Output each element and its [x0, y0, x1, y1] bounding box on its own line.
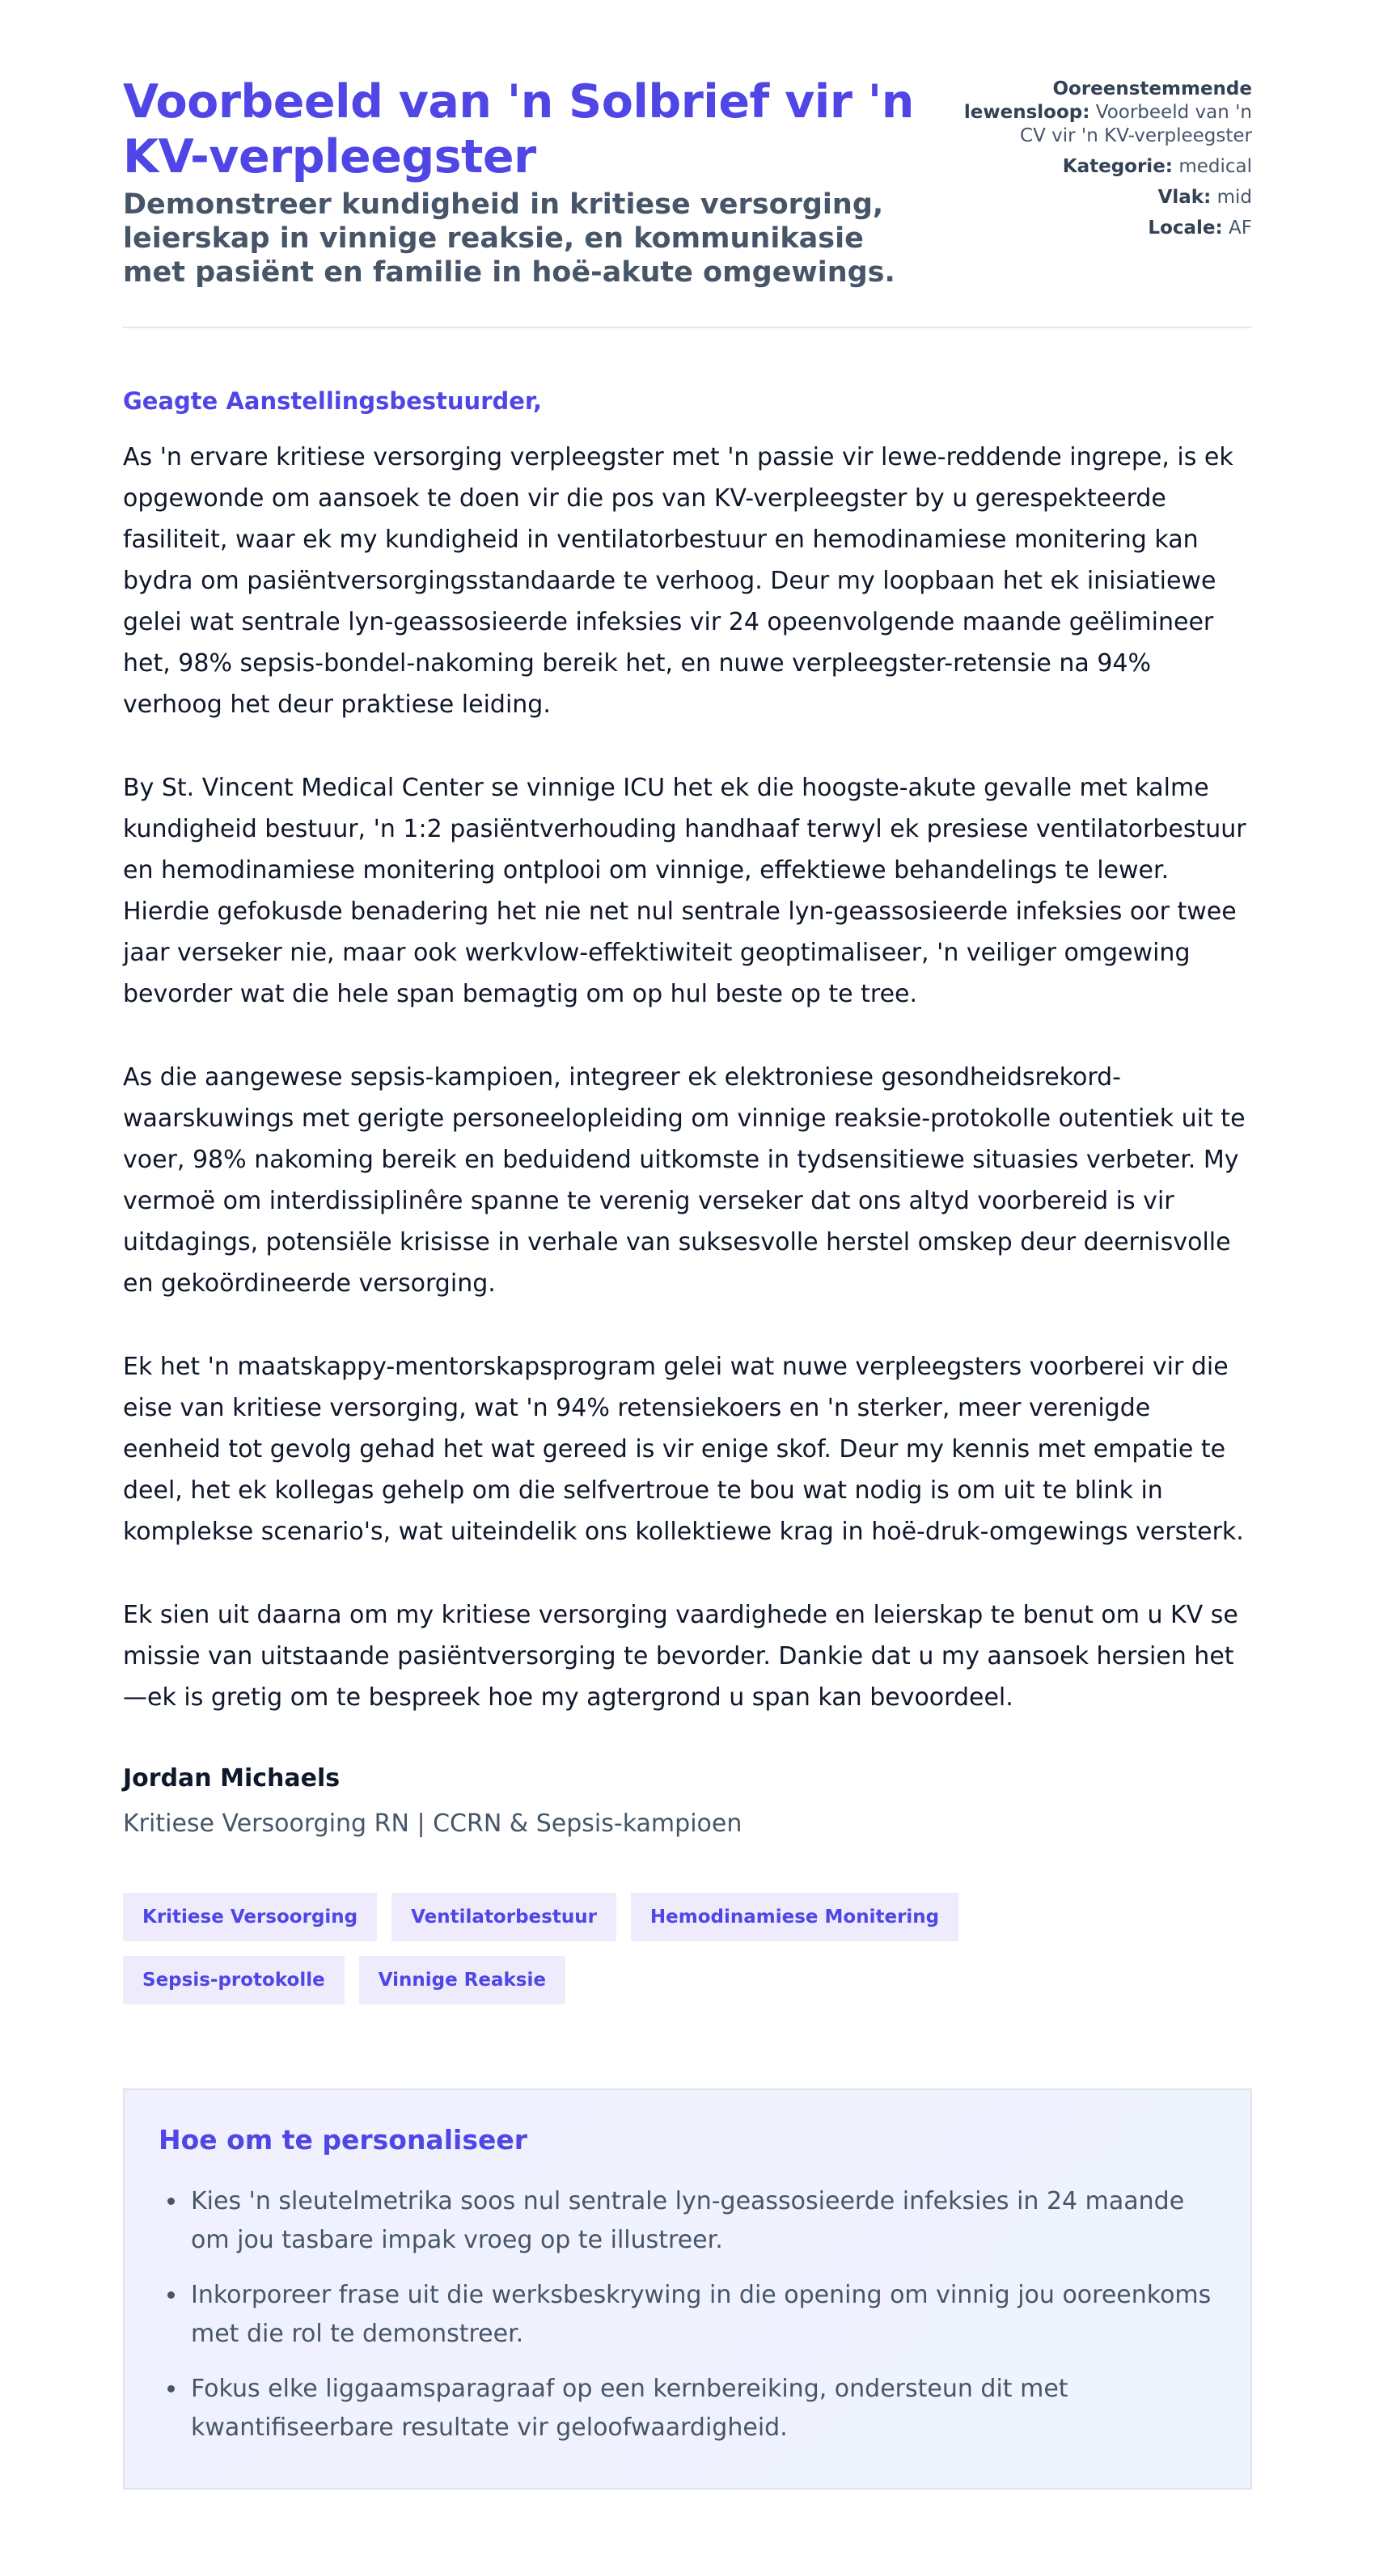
meta-locale-value: AF: [1229, 217, 1252, 239]
skill-tags: [123, 1893, 1174, 2004]
tips-title: Hoe om te personaliseer: [159, 2124, 528, 2156]
skill-tag: Sepsis-protokolle: [123, 1956, 345, 2004]
cover-letter: [123, 386, 1252, 1839]
page-title: Voorbeeld van 'n Solbrief vir 'n KV-verpleegster: [123, 75, 914, 184]
meta-panel: [945, 74, 1252, 247]
letter-paragraph: As die aangewese sepsis-kampioen, integreer ek elektroniese gesondheidsrekord-waarskuwings met gerigte personeelopleiding om vinnige reaksie-protokolle outentiek uit te voer, 98% nakoming bereik en beduidend uitkomste in tydsensitiewe situasies verbeter. My vermoë om interdissiplinêre spanne te verenig verseker dat ons altyd voorbereid is vir uitdagings, potensiële krisisse in verhale van suksesvolle herstel omskep deur deernisvolle en gekoördineerde versorging.: [123, 1063, 1246, 1298]
personalize-tips-box: [123, 2088, 1252, 2489]
skill-tag: Kritiese Versoorging: [123, 1893, 377, 1941]
meta-matching-value: Voorbeeld van 'n CV vir 'n KV-verpleegster: [1020, 102, 1252, 146]
meta-category-label: Kategorie:: [1062, 156, 1173, 177]
meta-matching-label: Ooreenstemmende lewensloop:: [963, 78, 1252, 123]
letter-paragraph: Ek het 'n maatskappy-mentorskapsprogram gelei wat nuwe verpleegsters voorberei vir die eise van kritiese versorging, wat 'n 94% retensiekoers en 'n sterker, meer verenigde eenheid tot gevolg gehad het wat gereed is vir enige skof. Deur my kennis met empatie te deel, het ek kollegas gehelp om die selfvertroue te bou wat nodig is om uit te blink in komplekse scenario's, wat uiteindelik ons kollektiewe krag in hoë-druk-omgewings versterk.: [123, 1353, 1244, 1546]
meta-locale-label: Locale:: [1148, 217, 1223, 239]
skill-tag: Vinnige Reaksie: [359, 1956, 565, 2004]
tip-item: • Inkorporeer frase uit die werksbeskrywing in die opening om vinnig jou ooreenkoms met die rol te demonstreer.: [188, 2276, 1216, 2354]
page-header: [123, 0, 1252, 289]
letter-paragraph: As 'n ervare kritiese versorging verpleegster met 'n passie vir lewe-reddende ingrepe, is ek opgewonde om aansoek te doen vir die pos van KV-verpleegster by u gerespekteerde fasiliteit, waar ek my kundigheid in ventilatorbestuur en hemodinamiese monitering kan bydra om pasiëntversorgingsstandaarde te verhoog. Deur my loopbaan het ek inisiatiewe gelei wat sentrale lyn-geassosieerde infeksies vir 24 opeenvolgende maande geëlimineer het, 98% sepsis-bondel-nakoming bereik het, en nuwe verpleegster-retensie na 94% verhoog het deur praktiese leiding.: [123, 443, 1233, 719]
skill-tag: Ventilatorbestuur: [391, 1893, 616, 1941]
header-divider: [123, 327, 1252, 328]
signature-role: Kritiese Versoorging RN | CCRN & Sepsis-kampioen: [123, 1810, 742, 1838]
letter-paragraph: Ek sien uit daarna om my kritiese versorging vaardighede en leierskap te benut om u KV se missie van uitstaande pasiëntversorging te bevorder. Dankie dat u my aansoek hersien het—ek is gretig om te bespreek hoe my agtergrond u span kan bevoordeel.: [123, 1601, 1238, 1712]
meta-category-value: medical: [1178, 156, 1252, 177]
letter-body: [123, 437, 1252, 1718]
tip-item: • Kies 'n sleutelmetrika soos nul sentrale lyn-geassosieerde infeksies in 24 maande om jou tasbare impak vroeg op te illustreer.: [188, 2182, 1216, 2260]
meta-category: [945, 155, 1252, 179]
tip-item: • Fokus elke liggaamsparagraaf op een kernbereiking, ondersteun dit met kwantifiseerbare resultate vir geloofwaardigheid.: [188, 2370, 1216, 2447]
meta-matching-resume: [945, 78, 1252, 148]
page-subtitle: Demonstreer kundigheid in kritiese versorging, leierskap in vinnige reaksie, en kommunikasie met pasiënt en familie in hoë-akute omgewings.: [123, 188, 895, 289]
letter-paragraph: By St. Vincent Medical Center se vinnige ICU het ek die hoogste-akute gevalle met kalme kundigheid bestuur, 'n 1:2 pasiëntverhouding handhaaf terwyl ek presiese ventilatorbestuur en hemodinamiese monitering ontplooi om vinnige, effektiewe behandelings te lewer. Hierdie gefokusde benadering het nie net nul sentrale lyn-geassosieerde infeksies oor twee jaar verseker nie, maar ook werkvlow-effektiwiteit geoptimaliseer, 'n veiliger omgewing bevorder wat die hele span bemagtig om op hul beste op te tree.: [123, 774, 1246, 1008]
meta-level-label: Vlak:: [1157, 187, 1212, 208]
title-block: [123, 74, 932, 289]
meta-locale: [945, 217, 1252, 240]
meta-level-value: mid: [1216, 187, 1252, 208]
signature-name: Jordan Michaels: [123, 1764, 341, 1793]
salutation: Geagte Aanstellingsbestuurder,: [123, 387, 542, 415]
skill-tag: Hemodinamiese Monitering: [631, 1893, 958, 1941]
tips-list: [159, 2182, 1216, 2447]
meta-level: [945, 186, 1252, 209]
